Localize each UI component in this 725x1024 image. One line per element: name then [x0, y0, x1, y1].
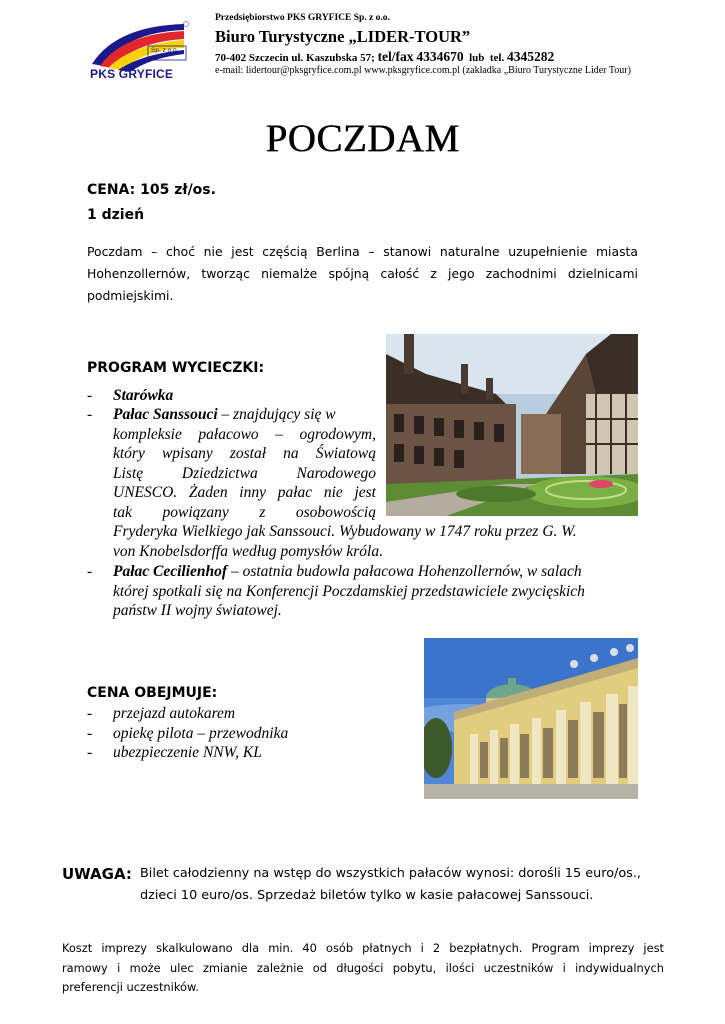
- address: 70-402 Szczecin ul. Kaszubska 57;: [215, 52, 375, 64]
- includes-item: opiekę pilota – przewodnika: [113, 725, 289, 742]
- includes-item: ubezpieczenie NNW, KL: [113, 744, 262, 761]
- program-item-text: UNESCO. Żaden inny pałac nie jest: [113, 484, 376, 501]
- footer-line: ramowy i może ulec zmianie zależnie od długości pobytu, ilości uczestników i indywidualnych: [62, 960, 664, 975]
- program-item-text: – ostatnia budowla pałacowa Hohenzollernów, w salach: [230, 563, 582, 580]
- bullet-dash: -: [87, 744, 93, 761]
- program-item-text: państw II wojny światowej.: [113, 602, 282, 619]
- page-title: POCZDAM: [265, 117, 460, 160]
- footer-line: Koszt imprezy skalkulowano dla min. 40 osób płatnych i 2 bezpłatnych. Program imprezy jest: [62, 941, 664, 955]
- includes-heading: CENA OBEJMUJE:: [87, 685, 218, 701]
- program-item-text: której spotkali się na Konferencji Poczdamskiej przedstawiciele zwycięskich: [113, 583, 585, 600]
- telfax-number: 4334670: [416, 49, 464, 64]
- program-item-text: Fryderyka Wielkiego jak Sanssouci. Wybudowany w 1747 roku przez G. W.: [113, 523, 577, 540]
- program-item-title: Starówka: [113, 387, 174, 404]
- telfax-label: tel/fax: [377, 49, 414, 64]
- intro-paragraph: Poczdam – choć nie jest częścią Berlina – stanowi naturalne uzupełnienie miasta Hohenzollernów, tworząc niemalże spójną całość z jego zachodnimi dzielnicami podmiejskimi.: [87, 244, 638, 303]
- bullet-dash: -: [87, 563, 93, 580]
- tel-label: tel.: [489, 52, 505, 64]
- cecilienhof-photo: [386, 334, 638, 516]
- program-item-text: kompleksie pałacowo – ogrodowym,: [113, 426, 376, 443]
- contact-line-phone: [215, 49, 554, 65]
- program-item-title: Pałac Cecilienhof: [113, 563, 228, 580]
- footer-disclaimer: [62, 939, 664, 998]
- program-item-sanssouci: [113, 406, 336, 424]
- contact-line-web: e-mail: lidertour@pksgryfice.com.pl www.pksgryfice.com.pl (zakładka „Biuro Turystyczne Lider Tour): [215, 65, 631, 76]
- tel-number: 4345282: [506, 49, 555, 64]
- footer-line: preferencji uczestników.: [62, 980, 199, 994]
- program-item-text: tak powiązany z osobowością: [113, 504, 376, 521]
- company-name: Przedsiębiorstwo PKS GRYFICE Sp. z o.o.: [215, 13, 390, 23]
- logo-text: PKS GRYFICE: [90, 67, 174, 81]
- note-line: dzieci 10 euro/os. Sprzedaż biletów tylko w kasie pałacowej Sanssouci.: [140, 888, 594, 903]
- program-item-text: – znajdujący się w: [221, 406, 336, 423]
- program-item-cecilienhof: [113, 563, 582, 581]
- lub-text: lub: [469, 52, 485, 64]
- logo-spz-text: Sp. z o.o.: [151, 47, 179, 54]
- agency-name: Biuro Turystyczne „LIDER-TOUR”: [215, 27, 471, 46]
- sanssouci-photo: [424, 638, 638, 799]
- bullet-dash: -: [87, 705, 93, 722]
- price: CENA: 105 zł/os.: [87, 182, 216, 198]
- bullet-dash: -: [87, 387, 93, 404]
- program-heading: PROGRAM WYCIECZKI:: [87, 360, 265, 376]
- program-item-text: Listę Dziedzictwa Narodowego: [113, 465, 376, 482]
- bullet-dash: -: [87, 406, 93, 423]
- note-line: Bilet całodzienny na wstęp do wszystkich pałaców wynosi: dorośli 15 euro/os.,: [140, 866, 641, 881]
- duration: 1 dzień: [87, 207, 145, 223]
- program-item-title: Pałac Sanssouci: [113, 406, 218, 423]
- program-item-text: który wpisany został na Światową: [113, 445, 376, 462]
- bullet-dash: -: [87, 725, 93, 742]
- program-item-starowka: [113, 387, 173, 405]
- note-label: UWAGA:: [62, 865, 132, 883]
- program-item-text: von Knobelsdorffa według pomysłów króla.: [113, 543, 383, 560]
- includes-item: przejazd autokarem: [113, 705, 236, 722]
